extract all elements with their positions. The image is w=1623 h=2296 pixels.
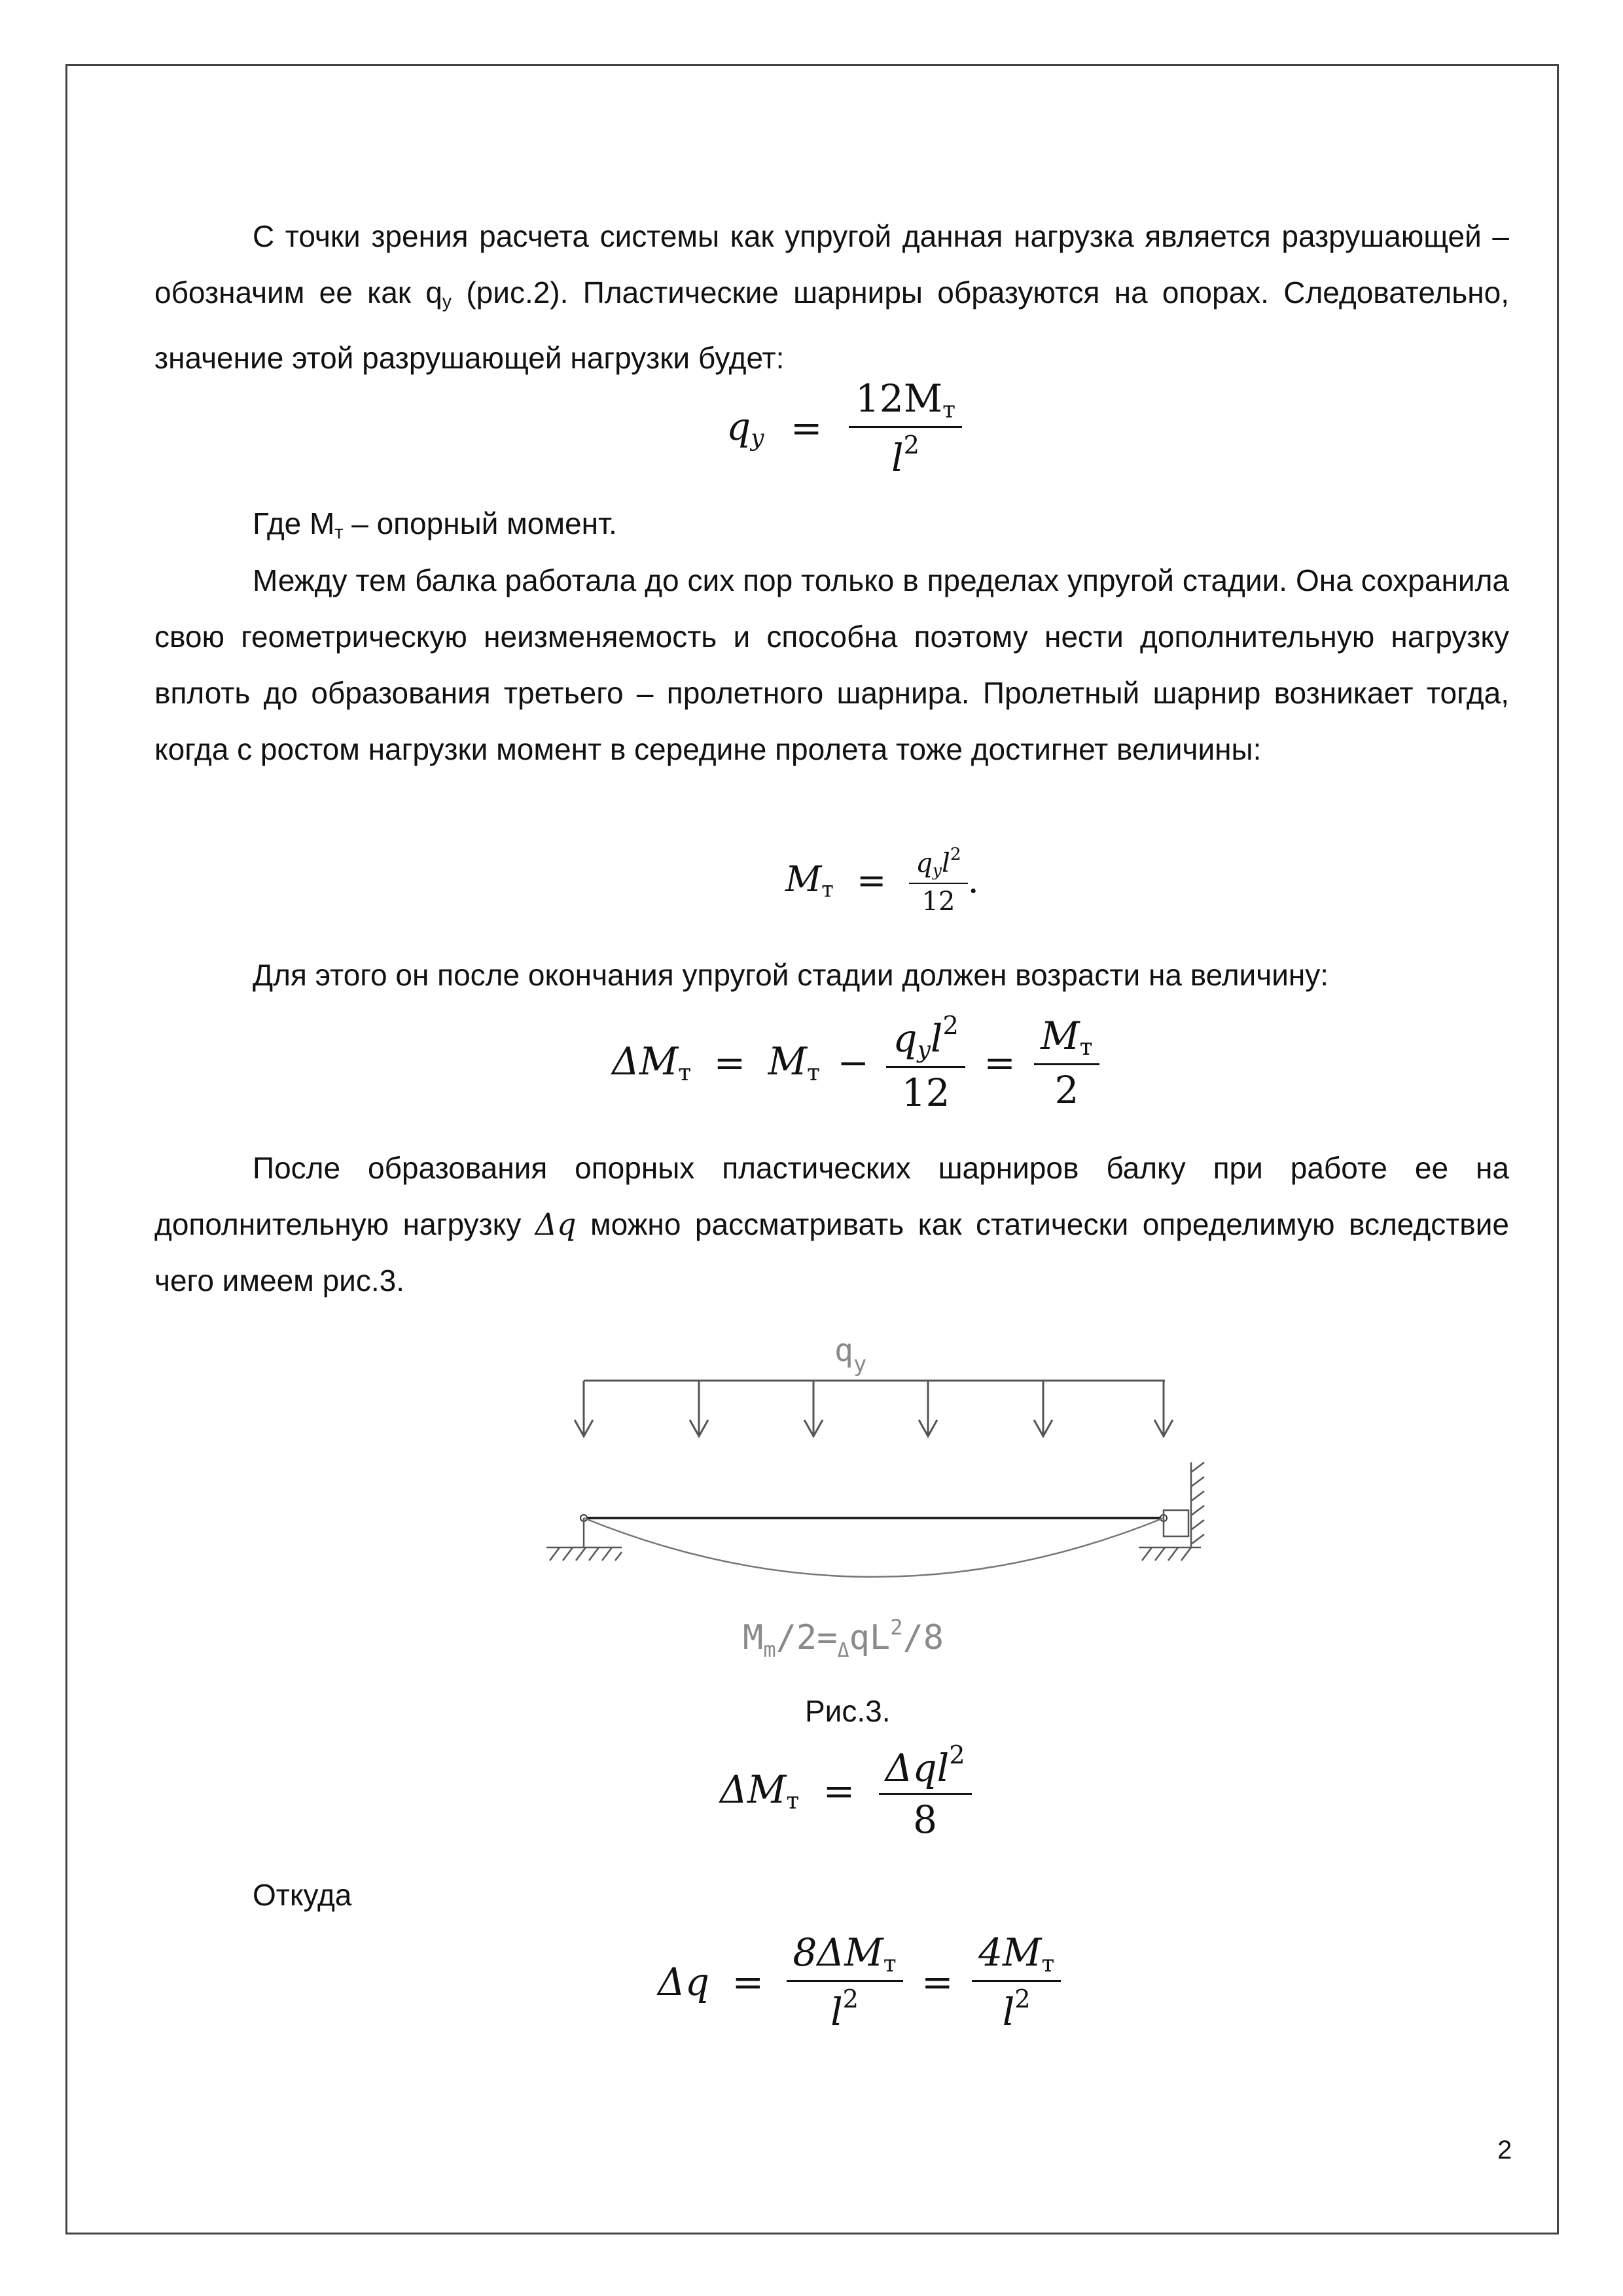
paragraph-2-text: Между тем балка работала до сих пор только в пределах упругой стадии. Она сохранила свою геометрическую неизменяемость и способна поэтому нести дополнительную нагрузку вплоть до образования третьего – пролетного шарнира. Пролетный шарнир возникает тогда, когда с ростом нагрузки момент в середине пролета тоже достигнет величины:: [154, 563, 1509, 766]
f5-den1: l: [830, 1989, 843, 2034]
f3-eq-2: =: [984, 1040, 1016, 1086]
f5-eq-2: =: [921, 1960, 954, 2005]
f3-m: M: [768, 1039, 808, 1084]
paragraph-4-text-a: После образования опорных пластических шарниров балку при работе ее на дополнительную нагрузку: [154, 1151, 1509, 1241]
otkuda-text: Откуда: [253, 1878, 352, 1912]
paragraph-1: [154, 208, 1509, 386]
paragraph-3: Для этого он после окончания упругой стадии должен возрасти на величину:: [253, 958, 1329, 992]
page-number: 2: [1497, 2136, 1512, 2164]
gde-sub: т: [334, 522, 344, 544]
f1-den: l: [891, 435, 904, 480]
moment-diagram-parabola: [584, 1518, 1164, 1577]
f2-num-q: q: [916, 848, 933, 879]
f4-dm-sub: т: [786, 1788, 800, 1815]
paragraph-2: [154, 552, 1509, 777]
f1-num-sub: т: [942, 396, 956, 423]
f5-num1-sub: т: [883, 1950, 897, 1977]
gde-text-1: Где М: [253, 506, 335, 540]
f4-fraction: [879, 1740, 972, 1842]
f3-num-sq: 2: [942, 1011, 959, 1040]
f2-m-sub: т: [821, 876, 834, 902]
formula-mt: [785, 844, 979, 917]
f3-minus: −: [837, 1040, 869, 1086]
f3-r-num-sub: т: [1079, 1033, 1093, 1061]
f3-eq-1: =: [713, 1040, 746, 1086]
f4-dm: ΔM: [720, 1767, 787, 1812]
f4-num: Δql: [885, 1745, 950, 1790]
f3-fraction-1: [886, 1011, 965, 1115]
paragraph-4-text-b: можно рассматривать как статически определимую вследствие чего имеем рис.3.: [154, 1207, 1509, 1298]
f5-den2: l: [1002, 1989, 1015, 2034]
formula-delta-mt-2: [720, 1740, 972, 1842]
f3-dm: ΔM: [612, 1039, 679, 1084]
f1-q-sub: y: [751, 425, 764, 452]
paragraph-1-text: С точки зрения расчета системы как упругой данная нагрузка является разрушающей – обозначим ее как q: [154, 219, 1509, 309]
f5-num2: 4M: [978, 1930, 1042, 1975]
f3-m-sub: т: [807, 1059, 820, 1087]
f1-den-sq: 2: [903, 430, 919, 460]
gde-text-2: – опорный момент.: [343, 506, 617, 540]
f4-eq: =: [823, 1769, 855, 1814]
figure-caption: Рис.3.: [805, 1694, 891, 1728]
load-label: $q_y$: [834, 1332, 867, 1377]
f1-fraction: [849, 376, 962, 480]
left-support: [546, 1518, 622, 1561]
load-arrows: [575, 1381, 1173, 1436]
formula-delta-mt: [612, 1011, 1099, 1115]
f5-den1-sq: 2: [842, 1984, 859, 2014]
f2-num-l: l: [942, 848, 950, 879]
right-support: [1139, 1462, 1204, 1561]
f1-eq: =: [790, 406, 823, 451]
f1-q: q: [726, 404, 751, 450]
formula-qy: [726, 376, 962, 480]
paragraph-1-end: (рис.2). Пластические шарниры образуются на опорах. Следовательно, значение этой разрушающей нагрузки будет:: [154, 275, 1509, 376]
f2-num-sq: 2: [950, 844, 961, 864]
f5-dq: Δq: [658, 1960, 710, 2005]
f2-num-sub: y: [933, 860, 942, 880]
f3-r-den: 2: [1054, 1067, 1079, 1112]
f2-fraction: [909, 844, 967, 917]
f2-m: M: [785, 858, 822, 900]
f1-num: 12M: [855, 376, 943, 421]
paragraph-4: [154, 1140, 1509, 1309]
f5-num2-sub: т: [1041, 1950, 1055, 1977]
gde-line: [253, 504, 617, 552]
f2-den: 12: [921, 886, 955, 917]
f5-den2-sq: 2: [1014, 1984, 1031, 2014]
moment-label: $M_m/2=_\Delta qL^2/8$: [743, 1615, 944, 1662]
f3-dm-sub: т: [678, 1059, 692, 1087]
f3-num-l: l: [930, 1016, 943, 1061]
f3-den: 12: [901, 1070, 950, 1115]
f2-dot: .: [967, 859, 979, 901]
f5-eq-1: =: [732, 1960, 764, 2005]
f3-fraction-2: [1034, 1014, 1099, 1112]
f3-num-q: q: [893, 1016, 918, 1061]
formula-delta-q: [658, 1930, 1061, 2034]
f4-num-sq: 2: [949, 1740, 965, 1770]
beam-diagram: [524, 1315, 1243, 1682]
paragraph-4-dq: Δq: [535, 1207, 577, 1242]
f5-fraction-1: [787, 1930, 903, 2034]
f3-num-sub: y: [917, 1036, 931, 1063]
f3-r-num: M: [1041, 1013, 1080, 1058]
f5-fraction-2: [972, 1930, 1061, 2034]
f4-den: 8: [913, 1797, 938, 1842]
f5-num1: 8ΔM: [793, 1930, 883, 1975]
paragraph-1-sub: y: [442, 291, 452, 313]
f2-eq: =: [857, 859, 887, 901]
